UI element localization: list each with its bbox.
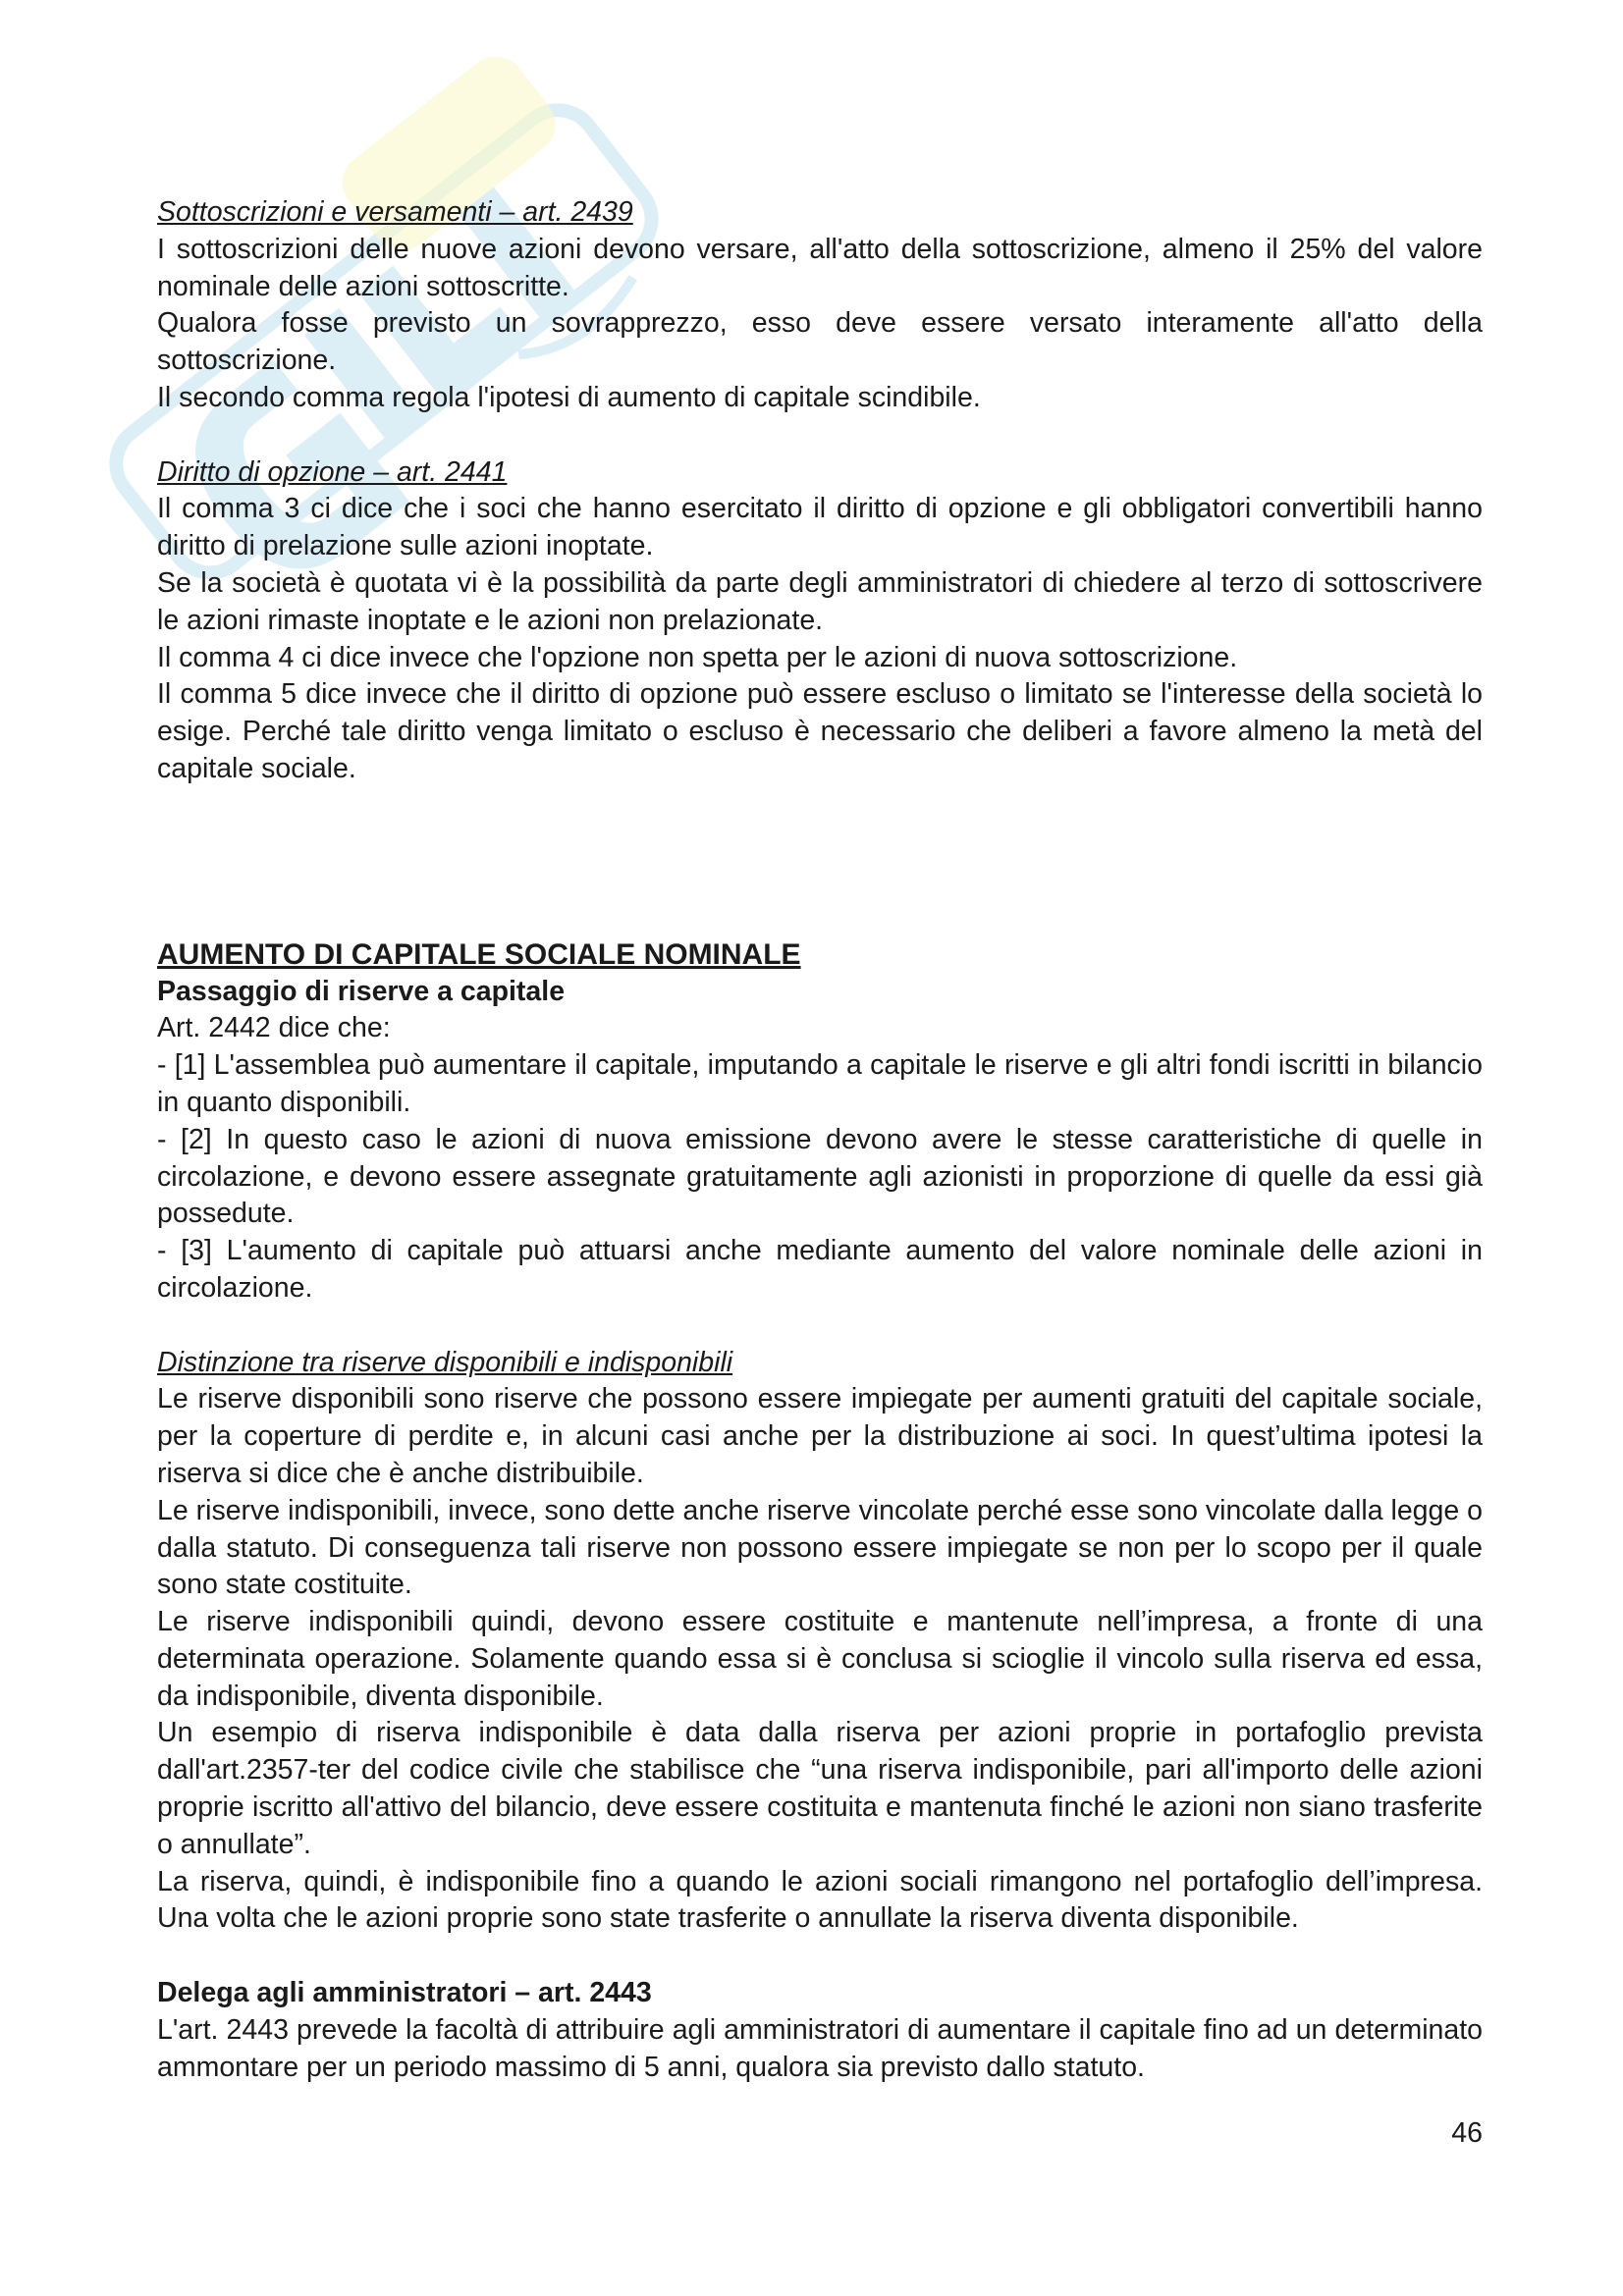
document-body — [157, 194, 1483, 2086]
paragraph: Il comma 3 ci dice che i soci che hanno esercitato il diritto di opzione e gli obbligatori convertibili hanno diritto di prelazione sulle azioni inoptate. — [157, 493, 1483, 562]
list-item: - [3] L'aumento di capitale può attuarsi anche mediante aumento del valore nominale delle azioni in circolazione. — [157, 1235, 1483, 1304]
paragraph: Il secondo comma regola l'ipotesi di aumento di capitale scindibile. — [157, 381, 981, 413]
paragraph: Le riserve indisponibili quindi, devono essere costituite e mantenute nell’impresa, a fronte di una determinata operazione. Solamente quando essa si è conclusa si scioglie il vincolo sulla riserva ed essa, da indisponibile, diventa disponibile. — [157, 1606, 1483, 1712]
paragraph: I sottoscrizioni delle nuove azioni devono versare, all'atto della sottoscrizione, almeno il 25% del valore nominale delle azioni sottoscritte. — [157, 233, 1483, 302]
section-title-sottoscrizioni: Sottoscrizioni e versamenti – art. 2439 — [157, 196, 633, 228]
paragraph: La riserva, quindi, è indisponibile fino a quando le azioni sociali rimangono nel portafoglio dell’impresa. Una volta che le azioni proprie sono state trasferite o annullate la riserva diventa disponibile. — [157, 1865, 1483, 1935]
section-title-delega: Delega agli amministratori – art. 2443 — [157, 1977, 652, 2009]
section-title-opzione: Diritto di opzione – art. 2441 — [157, 455, 508, 488]
paragraph: Le riserve disponibili sono riserve che possono essere impiegate per aumenti gratuiti del capitale sociale, per la coperture di perdite e, in alcuni casi anche per la distribuzione ai soci. In quest’ultima ipotesi la riserva si dice che è anche distribuibile. — [157, 1383, 1483, 1489]
paragraph: L'art. 2443 prevede la facoltà di attribuire agli amministratori di aumentare il capitale fino ad un determinato ammontare per un periodo massimo di 5 anni, qualora sia previsto dallo statuto. — [157, 2013, 1483, 2083]
subheading: Passaggio di riserve a capitale — [157, 975, 566, 1007]
section-title-distinzione: Distinzione tra riserve disponibili e indisponibili — [157, 1346, 733, 1378]
list-item: - [1] L'assemblea può aumentare il capitale, imputando a capitale le riserve e gli altri fondi iscritti in bilancio in quanto disponibili. — [157, 1049, 1483, 1118]
paragraph: Un esempio di riserva indisponibile è data dalla riserva per azioni proprie in portafoglio prevista dall'art.2357-ter del codice civile che stabilisce che “una riserva indisponibile, pari all'importo delle azioni proprie iscritto all'attivo del bilancio, deve essere costituita e mantenuta finché le azioni non siano trasferite o annullate”. — [157, 1717, 1483, 1860]
paragraph: Se la società è quotata vi è la possibilità da parte degli amministratori di chiedere al terzo di sottoscrivere le azioni rimaste inoptate e le azioni non prelazionate. — [157, 566, 1483, 636]
paragraph: Le riserve indisponibili, invece, sono dette anche riserve vincolate perché esse sono vincolate dalla legge o dalla statuto. Di conseguenza tali riserve non possono essere impiegate se non per lo scopo per il quale sono state costituite. — [157, 1494, 1483, 1601]
paragraph: Il comma 4 ci dice invece che l'opzione non spetta per le azioni di nuova sottoscrizione. — [157, 641, 1238, 673]
main-heading: AUMENTO DI CAPITALE SOCIALE NOMINALE — [157, 937, 801, 971]
paragraph: Art. 2442 dice che: — [157, 1012, 391, 1044]
paragraph: Qualora fosse previsto un sovrapprezzo, esso deve essere versato interamente all'atto della sottoscrizione. — [157, 307, 1483, 377]
list-item: - [2] In questo caso le azioni di nuova emissione devono avere le stesse caratteristiche di quelle in circolazione, e devono essere assegnate gratuitamente agli azionisti in proporzione di quelle da essi già possedute. — [157, 1123, 1483, 1230]
paragraph: Il comma 5 dice invece che il diritto di opzione può essere escluso o limitato se l'interesse della società lo esige. Perché tale diritto venga limitato o escluso è necessario che deliberi a favore almeno la metà del capitale sociale. — [157, 678, 1483, 784]
page-number: 46 — [1451, 2117, 1483, 2149]
